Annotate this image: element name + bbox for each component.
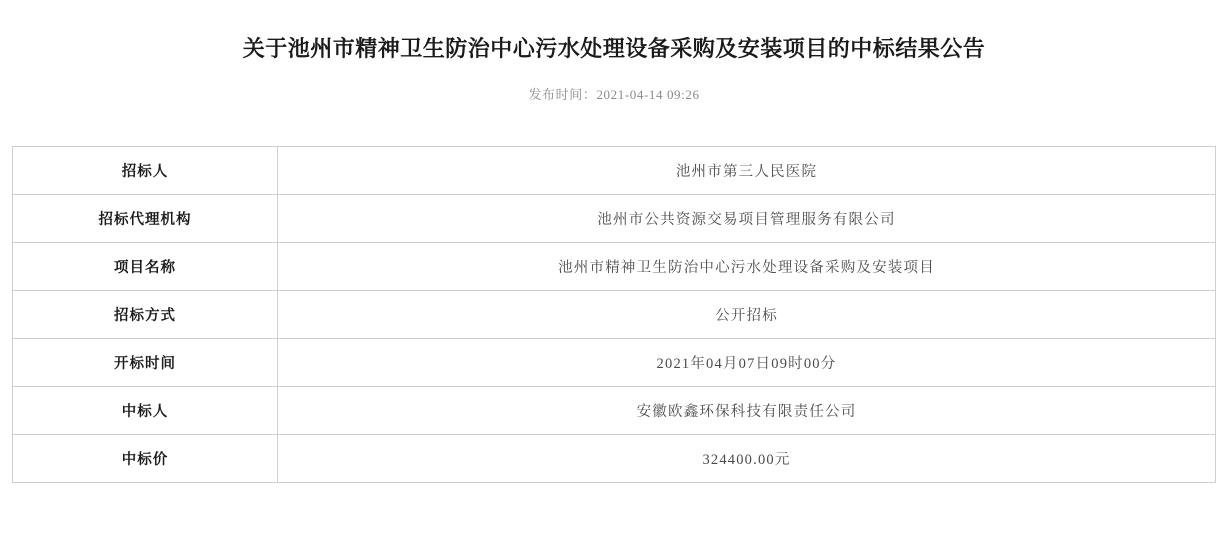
table-row	[13, 339, 1216, 387]
publish-time: 发布时间：2021-04-14 09:26	[528, 87, 700, 102]
row-label: 招标方式	[13, 291, 278, 339]
row-value: 池州市公共资源交易项目管理服务有限公司	[278, 195, 1216, 243]
row-value: 池州市第三人民医院	[278, 147, 1216, 195]
row-label: 招标代理机构	[13, 195, 278, 243]
table-row	[13, 291, 1216, 339]
page-title: 关于池州市精神卫生防治中心污水处理设备采购及安装项目的中标结果公告	[242, 36, 986, 61]
row-value: 公开招标	[278, 291, 1216, 339]
row-label: 项目名称	[13, 243, 278, 291]
table-row	[13, 435, 1216, 483]
row-label: 中标价	[13, 435, 278, 483]
row-label: 开标时间	[13, 339, 278, 387]
row-value: 安徽欧鑫环保科技有限责任公司	[278, 387, 1216, 435]
row-label: 招标人	[13, 147, 278, 195]
table-row	[13, 387, 1216, 435]
row-value: 324400.00元	[278, 435, 1216, 483]
table-row	[13, 147, 1216, 195]
info-table-container	[12, 146, 1216, 483]
row-label: 中标人	[13, 387, 278, 435]
row-value: 2021年04月07日09时00分	[278, 339, 1216, 387]
table-row	[13, 195, 1216, 243]
bid-result-table	[12, 146, 1216, 483]
row-value: 池州市精神卫生防治中心污水处理设备采购及安装项目	[278, 243, 1216, 291]
table-row	[13, 243, 1216, 291]
